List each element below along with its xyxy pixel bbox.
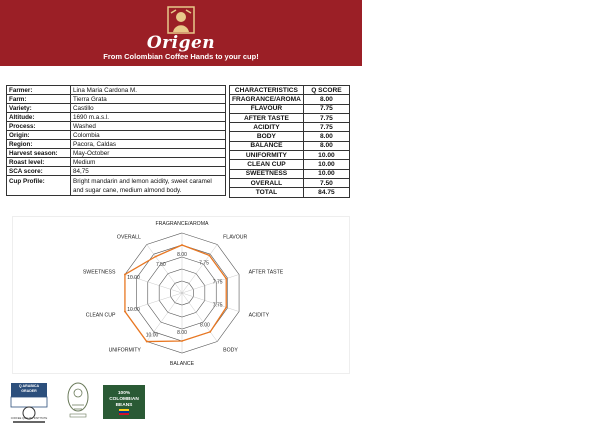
info-value: Lina Maria Cardona M. bbox=[71, 86, 226, 95]
radar-category-label: OVERALL bbox=[116, 234, 141, 241]
score-value: 7.75 bbox=[303, 104, 349, 113]
cupping-radar-chart bbox=[13, 217, 351, 375]
info-key: Harvest season: bbox=[7, 149, 71, 158]
origen-emblem-icon bbox=[166, 5, 196, 35]
score-row bbox=[230, 132, 350, 141]
score-value: 7.50 bbox=[303, 178, 349, 187]
score-row bbox=[230, 188, 350, 197]
score-label: BODY bbox=[230, 132, 304, 141]
col-badge-line1: 100% bbox=[117, 391, 131, 396]
radar-category-label: BALANCE bbox=[169, 361, 195, 367]
radar-point bbox=[181, 244, 183, 246]
score-label: TOTAL bbox=[230, 188, 304, 197]
score-value: 8.00 bbox=[303, 141, 349, 150]
radar-point bbox=[155, 256, 157, 258]
info-key: Region: bbox=[7, 140, 71, 149]
info-value: Pacora, Caldas bbox=[71, 140, 226, 149]
score-row bbox=[230, 169, 350, 178]
radar-point bbox=[124, 311, 126, 313]
score-label: FRAGRANCE/AROMA bbox=[230, 95, 304, 104]
radar-point bbox=[208, 254, 210, 256]
radar-value-label: 10.00 bbox=[145, 332, 159, 339]
info-row bbox=[7, 122, 226, 131]
info-row bbox=[7, 131, 226, 140]
info-value: Bright mandarin and lemon acidity, sweet caramel and sugar cane, medium almond body. bbox=[71, 176, 226, 196]
radar-spoke bbox=[182, 293, 239, 312]
radar-category-label: FLAVOUR bbox=[223, 234, 248, 241]
score-value: 84.75 bbox=[303, 188, 349, 197]
score-header-q-score: Q SCORE bbox=[303, 86, 349, 95]
radar-spoke bbox=[182, 274, 239, 293]
radar-category-label: ACIDITY bbox=[248, 312, 270, 319]
score-label: UNIFORMITY bbox=[230, 151, 304, 160]
score-label: AFTER TASTE bbox=[230, 113, 304, 122]
score-label: ACIDITY bbox=[230, 123, 304, 132]
info-value: Colombia bbox=[71, 131, 226, 140]
radar-point bbox=[181, 340, 183, 342]
colombian-beans-badge bbox=[103, 385, 145, 419]
col-badge-line3: BEANS bbox=[115, 403, 133, 408]
score-value: 10.00 bbox=[303, 169, 349, 178]
sca-badge-line2: GRADER bbox=[21, 389, 37, 393]
radar-category-label: SWEETNESS bbox=[82, 269, 116, 276]
radar-value-label: 7.75 bbox=[212, 302, 223, 309]
score-value: 7.75 bbox=[303, 123, 349, 132]
info-key: Farmer: bbox=[7, 86, 71, 95]
score-value: 8.00 bbox=[303, 132, 349, 141]
score-value: 7.75 bbox=[303, 113, 349, 122]
score-row bbox=[230, 104, 350, 113]
radar-category-label: CLEAN CUP bbox=[85, 312, 116, 319]
info-row bbox=[7, 158, 226, 167]
info-key: Variety: bbox=[7, 104, 71, 113]
info-row bbox=[7, 140, 226, 149]
col-badge-line2: COLOMBIAN bbox=[109, 397, 139, 402]
radar-point bbox=[225, 278, 227, 280]
info-row bbox=[7, 95, 226, 104]
score-row bbox=[230, 151, 350, 160]
score-row bbox=[230, 95, 350, 104]
sca-badge-line1: Q ARABICA bbox=[18, 384, 40, 388]
info-key: Roast level: bbox=[7, 158, 71, 167]
radar-point bbox=[146, 341, 148, 343]
coffee-info-table bbox=[6, 85, 226, 196]
sca-badge-line3: COFFEE QUALITY INSTITUTE bbox=[10, 417, 48, 420]
radar-category-label: UNIFORMITY bbox=[108, 347, 141, 354]
radar-value-label: 7.75 bbox=[212, 279, 223, 286]
info-key: Process: bbox=[7, 122, 71, 131]
radar-value-label: 8.00 bbox=[177, 252, 187, 258]
tagline: From Colombian Coffee Hands to your cup! bbox=[103, 52, 259, 61]
score-label: CLEAN CUP bbox=[230, 160, 304, 169]
radar-value-label: 10.00 bbox=[127, 275, 140, 282]
radar-value-label: 7.75 bbox=[199, 260, 209, 267]
cupping-score-table bbox=[229, 85, 350, 198]
radar-category-label: BODY bbox=[223, 347, 238, 354]
radar-value-label: 8.00 bbox=[177, 330, 187, 336]
info-row bbox=[7, 176, 226, 196]
info-key: Cup Profile: bbox=[7, 176, 71, 196]
score-header-characteristics: CHARACTERISTICS bbox=[230, 86, 304, 95]
radar-category-label: AFTER TASTE bbox=[248, 269, 284, 276]
score-row bbox=[230, 123, 350, 132]
radar-value-label: 10.00 bbox=[127, 306, 140, 313]
colombia-flag-icon bbox=[119, 409, 129, 415]
radar-value-label: 8.00 bbox=[200, 322, 210, 329]
radar-chart-panel bbox=[12, 216, 350, 374]
info-key: Altitude: bbox=[7, 113, 71, 122]
info-value: Washed bbox=[71, 122, 226, 131]
score-label: SWEETNESS bbox=[230, 169, 304, 178]
info-row bbox=[7, 167, 226, 176]
info-key: SCA score: bbox=[7, 167, 71, 176]
info-row bbox=[7, 113, 226, 122]
score-value: 10.00 bbox=[303, 151, 349, 160]
score-row bbox=[230, 160, 350, 169]
score-value: 10.00 bbox=[303, 160, 349, 169]
info-value: May-October bbox=[71, 149, 226, 158]
info-row bbox=[7, 149, 226, 158]
score-row bbox=[230, 113, 350, 122]
info-value: 84,75 bbox=[71, 167, 226, 176]
radar-point bbox=[124, 274, 126, 276]
score-label: FLAVOUR bbox=[230, 104, 304, 113]
info-key: Farm: bbox=[7, 95, 71, 104]
score-row bbox=[230, 178, 350, 187]
header-banner bbox=[0, 0, 362, 66]
score-label: BALANCE bbox=[230, 141, 304, 150]
score-value: 8.00 bbox=[303, 95, 349, 104]
info-value: Tierra Grata bbox=[71, 95, 226, 104]
info-value: Medium bbox=[71, 158, 226, 167]
radar-category-label: FRAGRANCE/AROMA bbox=[155, 221, 209, 227]
radar-point bbox=[209, 331, 211, 333]
info-row bbox=[7, 86, 226, 95]
info-key: Origin: bbox=[7, 131, 71, 140]
score-row bbox=[230, 141, 350, 150]
score-label: OVERALL bbox=[230, 178, 304, 187]
info-value: Castillo bbox=[71, 104, 226, 113]
info-value: 1690 m.a.s.l. bbox=[71, 113, 226, 122]
seal-emblem-icon bbox=[66, 381, 90, 421]
radar-point bbox=[225, 306, 227, 308]
info-row bbox=[7, 104, 226, 113]
brand-name: Origen bbox=[146, 33, 216, 53]
radar-spoke bbox=[182, 293, 217, 342]
radar-value-label: 7.50 bbox=[155, 261, 166, 268]
